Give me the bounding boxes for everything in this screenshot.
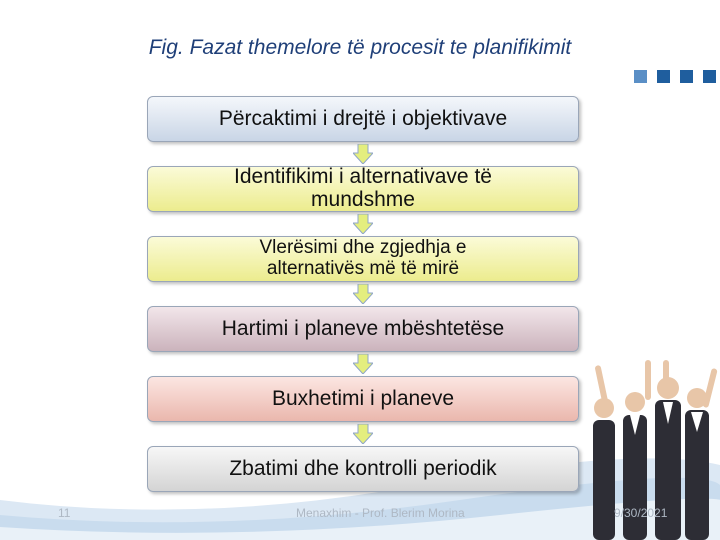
page-number: 11 — [58, 506, 71, 520]
flow-step-5: Buxhetimi i planeve — [147, 376, 579, 422]
decor-square-4 — [703, 70, 716, 83]
down-arrow-icon — [353, 284, 373, 304]
down-arrow-icon — [353, 424, 373, 444]
flow-step-3: Vlerësimi dhe zgjedhja e alternativës më të mirë — [147, 236, 579, 282]
page-title: Fig. Fazat themelore të procesit te planifikimit — [148, 36, 572, 59]
flow-step-1: Përcaktimi i drejtë i objektivave — [147, 96, 579, 142]
flow-step-4: Hartimi i planeve mbështetëse — [147, 306, 579, 352]
decor-square-3 — [680, 70, 693, 83]
footer-date: 9/30/2021 — [614, 506, 668, 520]
flow-step-6: Zbatimi dhe kontrolli periodik — [147, 446, 579, 492]
decor-square-1 — [634, 70, 647, 83]
down-arrow-icon — [353, 354, 373, 374]
footer-author: Menaxhim - Prof. Blerim Morina — [296, 506, 465, 520]
down-arrow-icon — [353, 144, 373, 164]
decor-square-2 — [657, 70, 670, 83]
down-arrow-icon — [353, 214, 373, 234]
flow-step-2: Identifikimi i alternativave të mundshme — [147, 166, 579, 212]
